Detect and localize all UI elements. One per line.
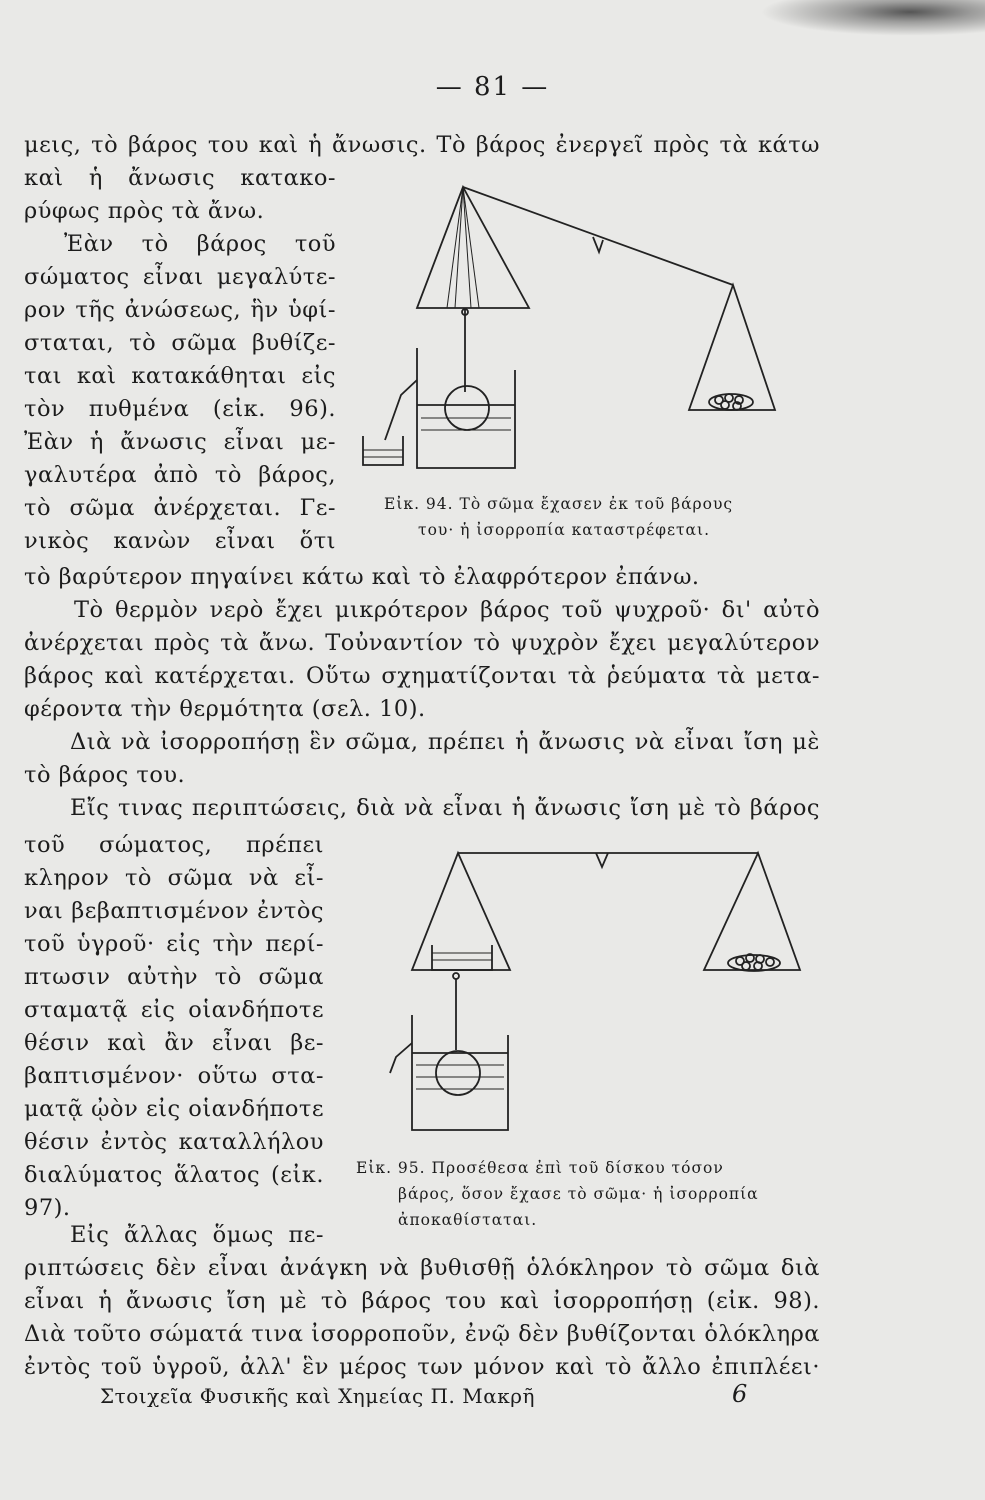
scan-smudge xyxy=(735,0,985,40)
signature-mark: 6 xyxy=(732,1380,748,1408)
text-line: διαλύματος ἅλατος (εἰκ. xyxy=(24,1162,324,1188)
text-line: Ἐὰν ἡ ἄνωσις εἶναι με- xyxy=(24,429,336,455)
text-line: τοῦ ὑγροῦ· εἰς τὴν περί- xyxy=(24,931,324,957)
text-line: μεις, τὸ βάρος του καὶ ἡ ἄνωσις. Τὸ βάρος ἐνεργεῖ πρὸς τὰ κάτω xyxy=(24,132,820,158)
text-line: τὸ σῶμα ἀνέρχεται. Γε- xyxy=(24,495,336,521)
text-line: νικὸς κανὼν εἶναι ὅτι xyxy=(24,528,336,554)
text-line: ριπτώσεις δὲν εἶναι ἀνάγκη νὰ βυθισθῇ ὁλόκληρον τὸ σῶμα διὰ xyxy=(24,1255,820,1281)
text-line: ναι βεβαπτισμένον ἐντὸς xyxy=(24,898,324,924)
text-line: ρον τῆς ἀνώσεως, ἣν ὑφί- xyxy=(24,297,336,323)
figure-94-unbalanced-scale xyxy=(355,180,825,480)
text-line: βάρος καὶ κατέρχεται. Οὕτω σχηματίζονται τὰ ῥεύματα τὰ μετα- xyxy=(24,663,820,689)
text-line: ἐντὸς τοῦ ὑγροῦ, ἀλλ' ἓν μέρος των μόνον καὶ τὸ ἄλλο ἐπιπλέει· xyxy=(24,1354,820,1380)
text-line: εἶναι ἡ ἄνωσις ἴση μὲ τὸ βάρος του καὶ ἰσορροπήσῃ (εἰκ. 98). xyxy=(24,1288,820,1314)
text-line: βαπτισμένον· οὕτω στα- xyxy=(24,1063,324,1089)
text-line: Διὰ νὰ ἰσορροπήσῃ ἓν σῶμα, πρέπει ἡ ἄνωσις νὰ εἶναι ἴση μὲ xyxy=(70,729,820,755)
figure-95-caption-line: ἀποκαθίσταται. xyxy=(398,1211,538,1229)
figure-94-caption-line: Εἰκ. 94. Τὸ σῶμα ἔχασεν ἐκ τοῦ βάρους xyxy=(384,495,734,513)
text-line: Εἴς τινας περιπτώσεις, διὰ νὰ εἶναι ἡ ἄνωσις ἴση μὲ τὸ βάρος xyxy=(70,795,820,821)
text-line: ται καὶ κατακάθηται εἰς xyxy=(24,363,336,389)
page-number: — 81 — xyxy=(435,72,550,102)
text-line: σώματος εἶναι μεγαλύτε- xyxy=(24,264,336,290)
text-line: θέσιν ἐντὸς καταλλήλου xyxy=(24,1129,324,1155)
text-line: τοῦ σώματος, πρέπει xyxy=(24,832,324,858)
text-line: Διὰ τοῦτο σώματά τινα ἰσορροποῦν, ἐνῷ δὲν βυθίζονται ὁλόκληρα xyxy=(24,1321,820,1347)
text-line: κληρον τὸ σῶμα νὰ εἶ- xyxy=(24,865,324,891)
text-line: θέσιν καὶ ἂν εἶναι βε- xyxy=(24,1030,324,1056)
figure-95-caption-line: Εἰκ. 95. Προσέθεσα ἐπὶ τοῦ δίσκου τόσον xyxy=(356,1159,724,1177)
text-line: γαλυτέρα ἀπὸ τὸ βάρος, xyxy=(24,462,336,488)
text-line: φέροντα τὴν θερμότητα (σελ. 10). xyxy=(24,696,426,722)
running-footer: Στοιχεῖα Φυσικῆς καὶ Χημείας Π. Μακρῆ xyxy=(100,1384,535,1408)
text-line: ματᾷ ᾠὸν εἰς οἱανδήποτε xyxy=(24,1096,324,1122)
text-line: τὸν πυθμένα (εἰκ. 96). xyxy=(24,396,336,422)
text-line: Τὸ θερμὸν νερὸ ἔχει μικρότερον βάρος τοῦ ψυχροῦ· δι' αὐτὸ xyxy=(74,597,820,623)
text-line: σταματᾷ εἰς οἱανδήποτε xyxy=(24,997,324,1023)
text-line: τὸ βαρύτερον πηγαίνει κάτω καὶ τὸ ἐλαφρότερον ἐπάνω. xyxy=(24,564,700,590)
text-line: Εἰς ἄλλας ὅμως πε- xyxy=(70,1222,324,1248)
text-line: πτωσιν αὐτὴν τὸ σῶμα xyxy=(24,964,324,990)
figure-94-caption-line: του· ἡ ἰσορροπία καταστρέφεται. xyxy=(418,521,711,539)
text-line: σταται, τὸ σῶμα βυθίζε- xyxy=(24,330,336,356)
figure-95-caption-line: βάρος, ὅσον ἔχασε τὸ σῶμα· ἡ ἰσορροπία xyxy=(398,1185,759,1203)
figure-95-balanced-scale xyxy=(400,845,820,1145)
text-line: 97). xyxy=(24,1195,71,1221)
text-line: τὸ βάρος του. xyxy=(24,762,186,788)
text-line: ρύφως πρὸς τὰ ἄνω. xyxy=(24,198,265,224)
text-line: Ἐὰν τὸ βάρος τοῦ xyxy=(64,231,336,257)
text-line: καὶ ἡ ἄνωσις κατακο- xyxy=(24,165,336,191)
text-line: ἀνέρχεται πρὸς τὰ ἄνω. Τοὐναντίον τὸ ψυχρὸν ἔχει μεγαλύτερον xyxy=(24,630,820,656)
